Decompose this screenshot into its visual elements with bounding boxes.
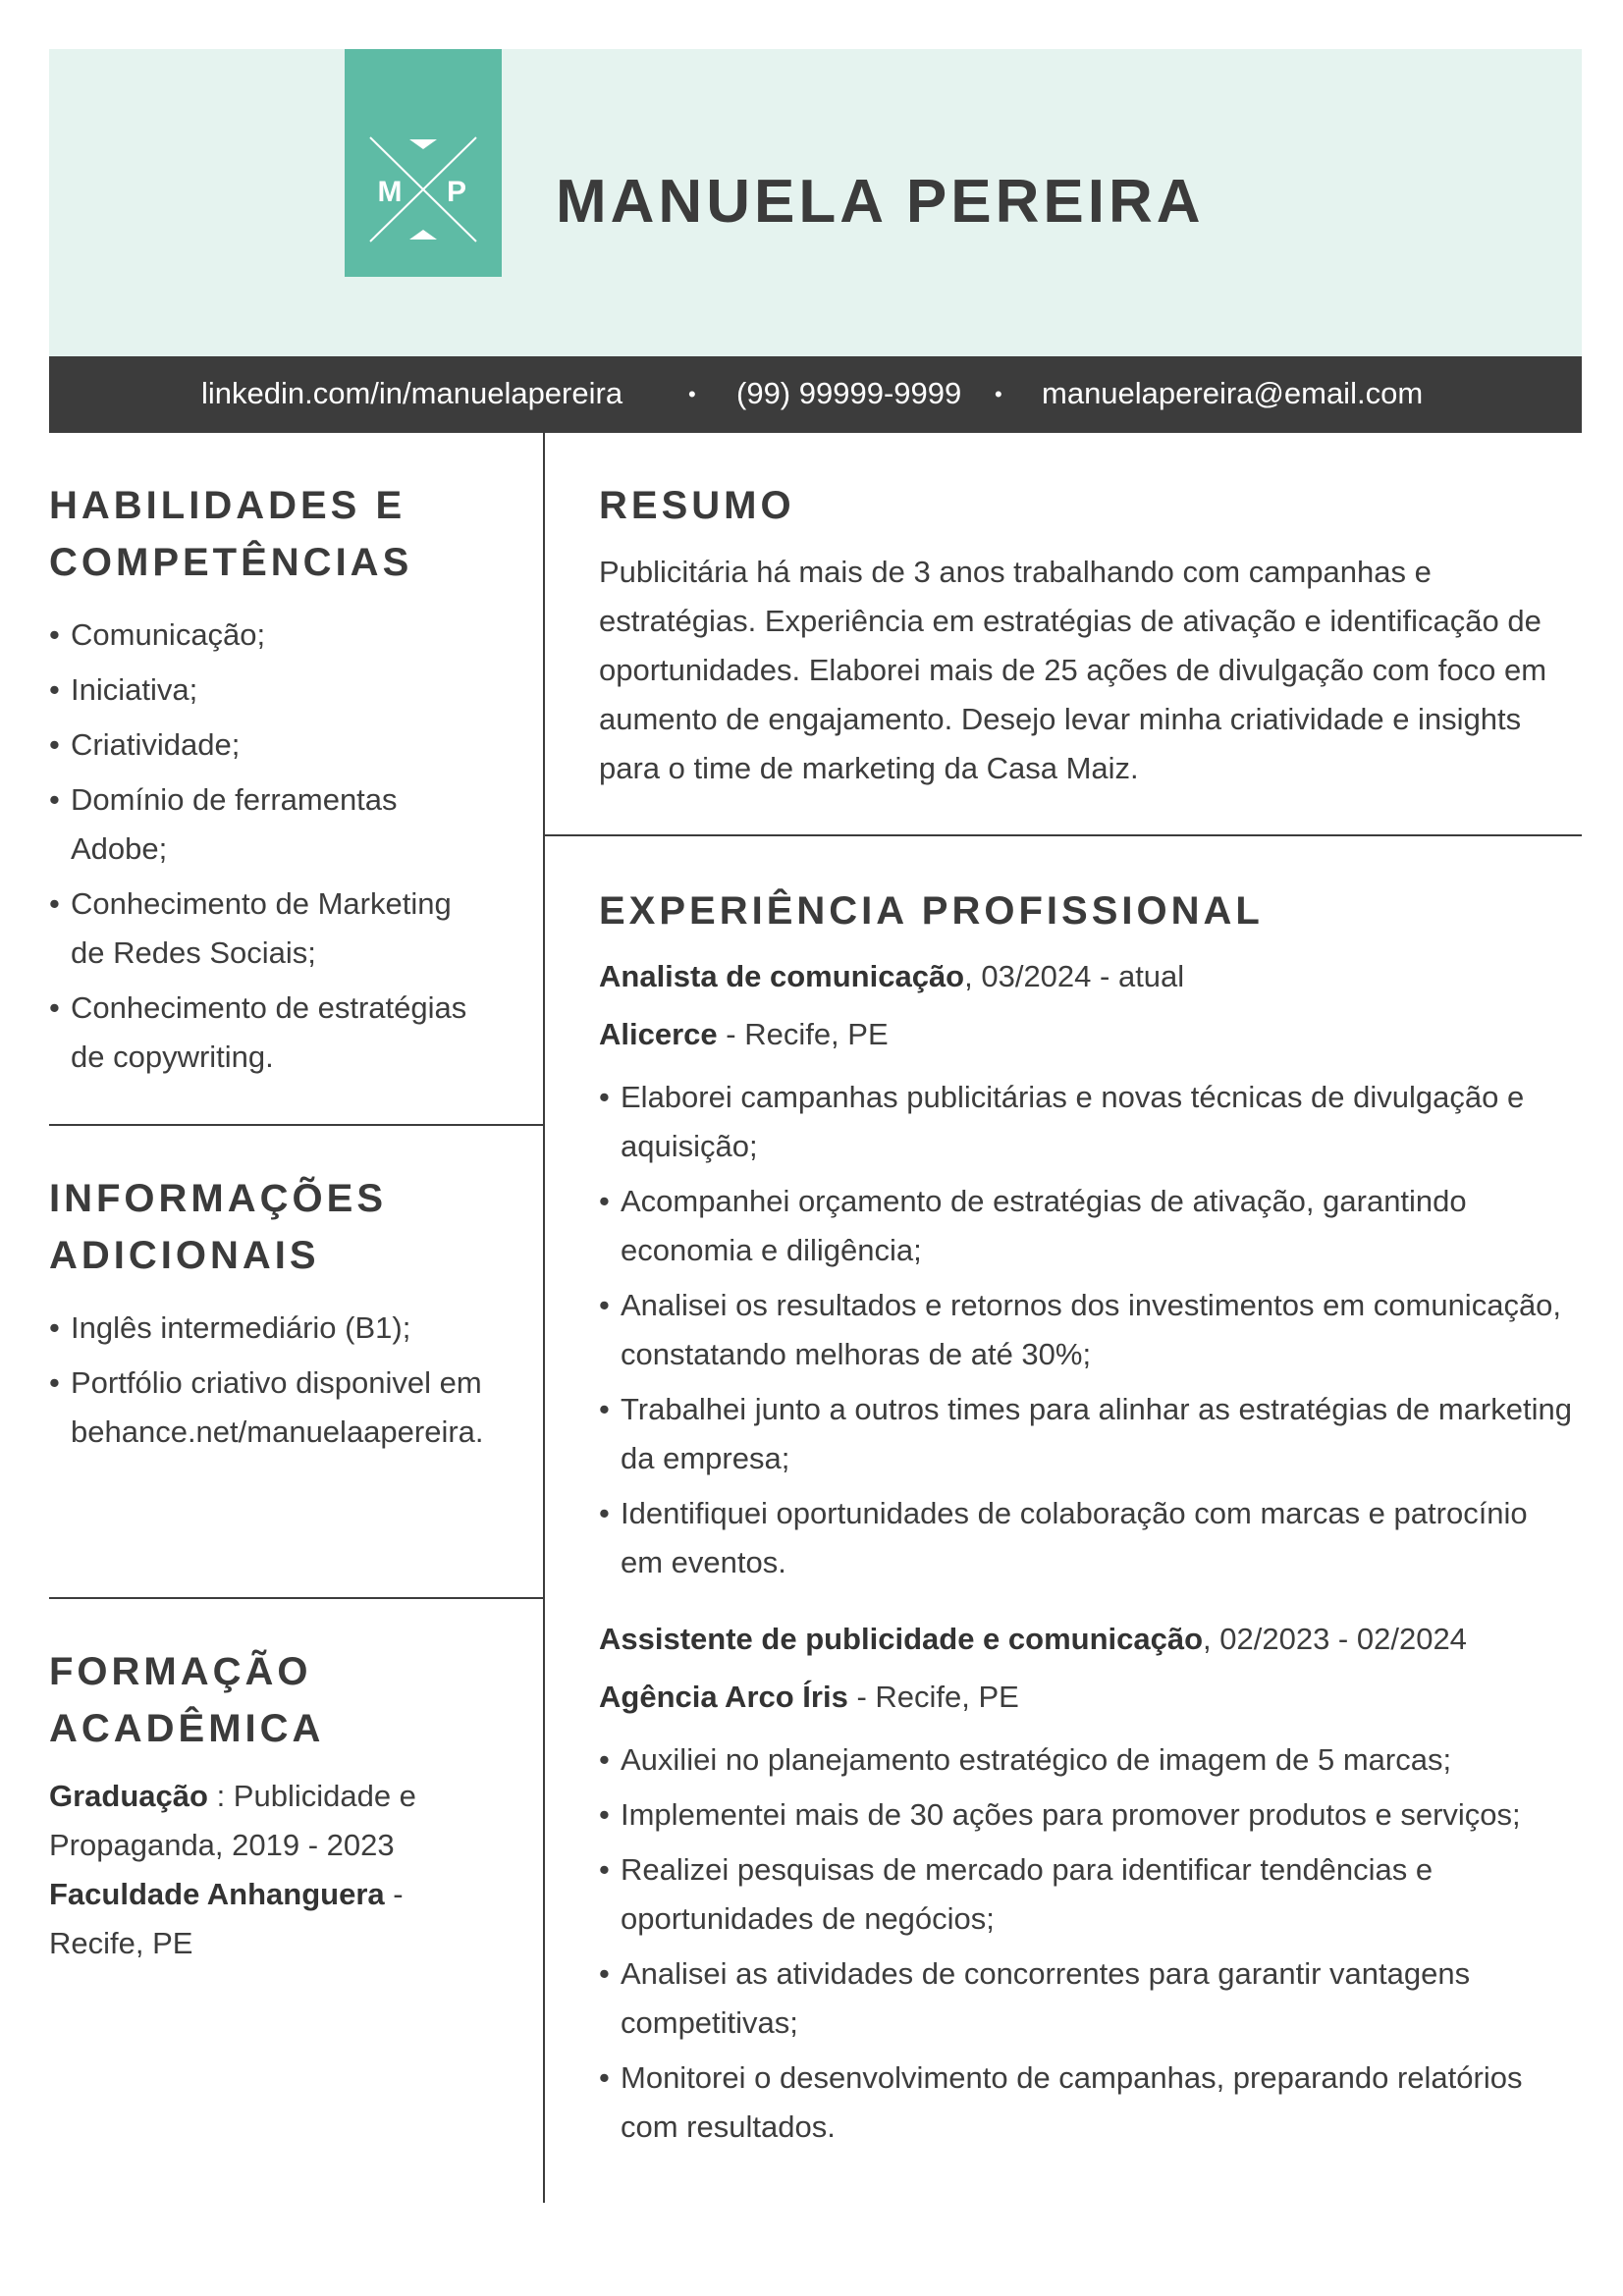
column-divider	[543, 433, 545, 2203]
list-item: • Realizei pesquisas de mercado para identificar tendências e oportunidades de negócios;	[599, 1845, 1578, 1944]
list-item: • Domínio de ferramentas Adobe;	[49, 775, 493, 874]
list-item: • Conhecimento de estratégias de copywriting.	[49, 984, 493, 1082]
email-link[interactable]: manuelapereira@email.com	[1042, 376, 1424, 410]
list-item: • Conhecimento de Marketing de Redes Sociais;	[49, 880, 493, 978]
job-company-line	[599, 1673, 1019, 1722]
monogram-logo	[345, 49, 502, 277]
job-bullets	[599, 1073, 1576, 1593]
summary-title: RESUMO	[599, 484, 795, 527]
monogram-letter-m: M	[377, 176, 403, 208]
list-item: • Monitorei o desenvolvimento de campanhas, preparando relatórios com resultados.	[599, 2054, 1578, 2152]
list-item: • Portfólio criativo disponivel em behance.net/manuelaapereira.	[49, 1359, 493, 1457]
degree-value: : Publicidade e Propaganda, 2019 - 2023	[49, 1779, 416, 1862]
list-item: • Criatividade;	[49, 721, 493, 770]
degree-label: Graduação	[49, 1779, 208, 1813]
school-name: Faculdade Anhanguera	[49, 1877, 385, 1911]
job-period: , 03/2024 - atual	[964, 959, 1185, 993]
monogram-cross-icon	[345, 49, 502, 277]
job-role: Assistente de publicidade e comunicação	[599, 1622, 1204, 1656]
job-location: - Recife, PE	[847, 1680, 1019, 1714]
list-item: • Trabalhei junto a outros times para alinhar as estratégias de marketing da empresa;	[599, 1385, 1578, 1483]
job-role-line	[599, 1615, 1467, 1664]
contact-separator: •	[995, 382, 1002, 406]
section-divider	[49, 1597, 544, 1599]
list-item: • Elaborei campanhas publicitárias e novas técnicas de divulgação e aquisição;	[599, 1073, 1578, 1171]
candidate-name: MANUELA PEREIRA	[556, 168, 1205, 236]
job-bullets	[599, 1735, 1576, 2158]
section-divider	[49, 1124, 544, 1126]
skills-list	[49, 611, 481, 1088]
phone-number[interactable]: (99) 99999-9999	[736, 376, 962, 410]
list-item: • Inglês intermediário (B1);	[49, 1304, 493, 1353]
job-role-line	[599, 952, 1184, 1001]
list-item: • Analisei os resultados e retornos dos investimentos em comunicação, constatando melhoras de até 30%;	[599, 1281, 1578, 1379]
job-company: Alicerce	[599, 1017, 718, 1051]
education-degree	[49, 1772, 481, 1870]
experience-title: EXPERIÊNCIA PROFISSIONAL	[599, 889, 1264, 933]
job-period: , 02/2023 - 02/2024	[1203, 1622, 1467, 1656]
additional-info-list	[49, 1304, 484, 1463]
summary-text: Publicitária há mais de 3 anos trabalhando com campanhas e estratégias. Experiência em estratégias de ativação e identificação de oportunidades. Elaborei mais de 25 ações de divulgação com foco em aumento de engajamento. Desejo levar minha criatividade e insights para o time de marketing da Casa Maiz.	[599, 555, 1547, 785]
list-item: • Iniciativa;	[49, 666, 493, 715]
list-item: • Identifiquei oportunidades de colaboração com marcas e patrocínio em eventos.	[599, 1489, 1578, 1587]
list-item: • Implementei mais de 30 ações para promover produtos e serviços;	[599, 1790, 1578, 1840]
school-location: - Recife, PE	[49, 1877, 404, 1960]
monogram-letter-p: P	[446, 176, 467, 208]
job-role: Analista de comunicação	[599, 959, 965, 993]
list-item: • Comunicação;	[49, 611, 493, 660]
linkedin-link[interactable]: linkedin.com/in/manuelapereira	[201, 376, 623, 410]
education-title: FORMAÇÃO ACADÊMICA	[49, 1650, 325, 1750]
additional-info-title: INFORMAÇÕES ADICIONAIS	[49, 1177, 387, 1277]
list-item: • Analisei as atividades de concorrentes para garantir vantagens competitivas;	[599, 1949, 1578, 2048]
section-divider	[544, 834, 1582, 836]
contact-separator: •	[688, 382, 696, 406]
job-company-line	[599, 1010, 889, 1059]
job-company: Agência Arco Íris	[599, 1680, 848, 1714]
skills-title: HABILIDADES E COMPETÊNCIAS	[49, 484, 413, 584]
list-item: • Acompanhei orçamento de estratégias de ativação, garantindo economia e diligência;	[599, 1177, 1578, 1275]
list-item: • Auxiliei no planejamento estratégico de imagem de 5 marcas;	[599, 1735, 1578, 1785]
education-school	[49, 1870, 481, 1968]
contact-bar	[49, 356, 1582, 433]
job-location: - Recife, PE	[717, 1017, 889, 1051]
